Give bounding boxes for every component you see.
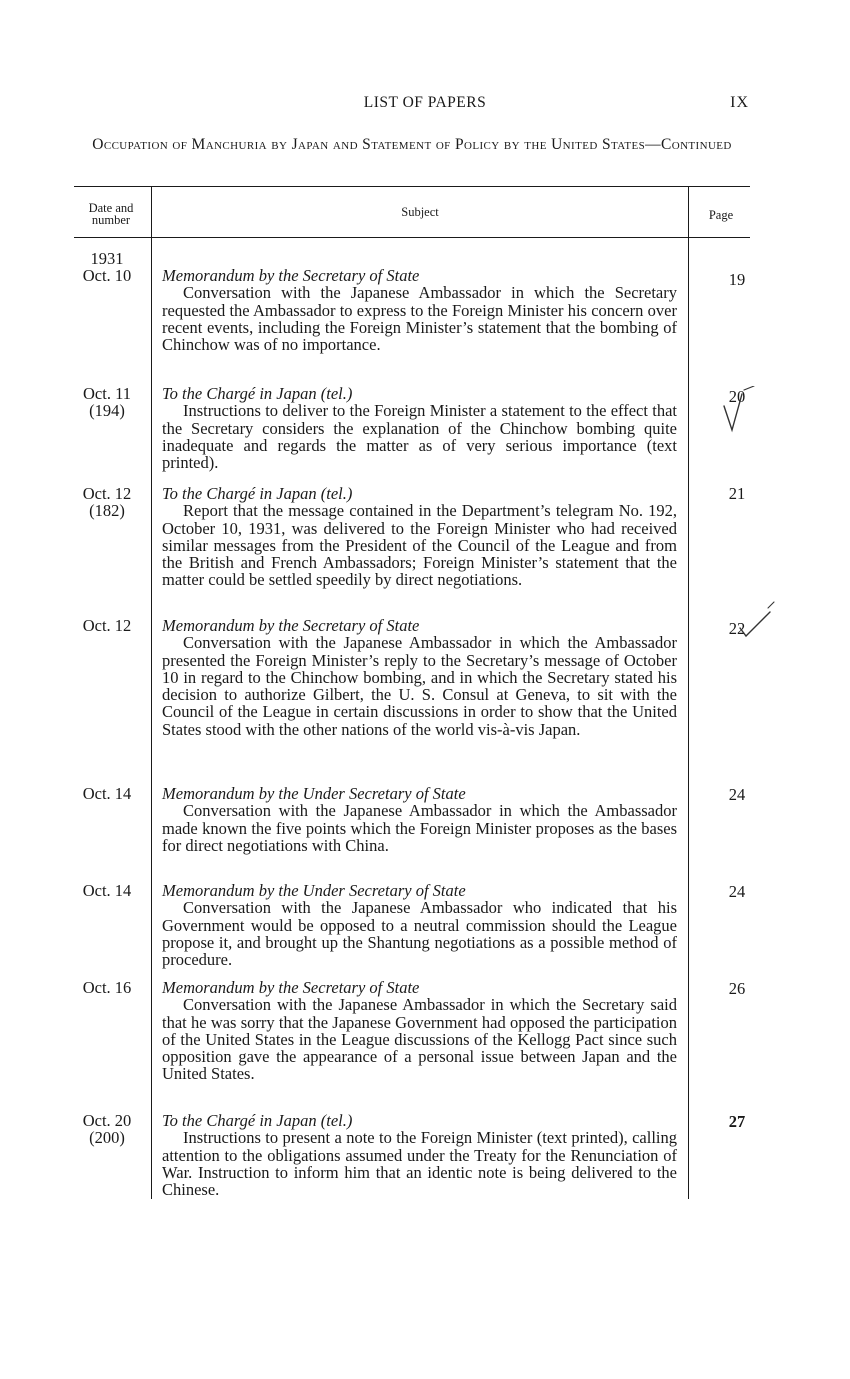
entry-description: Conversation with the Japanese Ambassador in which the Secretary said that he was sorry that the Japanese Government had opposed the participation of the United States in the League discussions of the Kellogg Pact since such opposition gave the appearance of a personal issue between Japan and the United States. xyxy=(162,995,677,1084)
page-column-header: Page xyxy=(708,208,734,222)
header-bottom-rule xyxy=(74,237,750,238)
entry-page: 21 xyxy=(728,484,746,503)
entry-date: Oct. 12 xyxy=(82,616,132,635)
entry-date: Oct. 11 xyxy=(83,384,131,403)
entry-page: 24 xyxy=(728,882,746,901)
date-column-header: Date and number xyxy=(88,201,134,227)
entry-description: Report that the message contained in the Department’s telegram No. 192, October 10, 1931, was delivered to the Foreign Minister who had received similar messages from the President of the Council of the League and from the British and French Ambassadors; Foreign Minister’s statement that the matter could be settled speedily by direct negotiations. xyxy=(162,501,677,590)
entry-date: Oct. 16 xyxy=(82,978,132,997)
entry-date: Oct. 14 xyxy=(82,784,132,803)
entry-page: 24 xyxy=(728,785,746,804)
section-title: Occupation of Manchuria by Japan and Statement of Policy by the United States—Continued xyxy=(92,136,732,153)
entry-date: Oct. 20 xyxy=(82,1111,132,1130)
entry-heading: Memorandum by the Secretary of State xyxy=(162,616,420,635)
entry-number: (194) xyxy=(89,401,125,420)
running-title: LIST OF PAPERS xyxy=(363,94,487,111)
entry-date: Oct. 10 xyxy=(82,266,132,285)
entry-page: 27 xyxy=(728,1112,746,1131)
entry-number: (182) xyxy=(89,501,125,520)
entry-page: 22 xyxy=(728,619,746,638)
entry-heading: To the Chargé in Japan (tel.) xyxy=(162,484,353,503)
entry-page: 20 xyxy=(728,387,746,406)
page-folio: IX xyxy=(730,94,749,111)
entry-description: Conversation with the Japanese Ambassador in which the Ambassador made known the five points which the Foreign Minister proposes as the bases for direct negotiations with China. xyxy=(162,801,677,855)
entry-description: Conversation with the Japanese Ambassador in which the Secretary requested the Ambassador to express to the Foreign Minister his concern over recent events, including the Foreign Minister’s statement that the bombing of Chinchow was of no importance. xyxy=(162,283,677,355)
entry-heading: Memorandum by the Under Secretary of State xyxy=(162,784,466,803)
entry-description: Instructions to present a note to the Foreign Minister (text printed), calling attention to the obligations assumed under the Treaty for the Renunciation of War. Instruction to inform him that an identic note is being delivered to the Chinese. xyxy=(162,1128,677,1200)
entry-date: Oct. 12 xyxy=(82,484,132,503)
entry-heading: To the Chargé in Japan (tel.) xyxy=(162,1111,353,1130)
entry-page: 19 xyxy=(728,270,746,289)
entry-date: Oct. 14 xyxy=(82,881,132,900)
page-column-divider xyxy=(688,186,689,1199)
table-top-rule xyxy=(74,186,750,187)
entry-heading: To the Chargé in Japan (tel.) xyxy=(162,384,353,403)
entry-heading: Memorandum by the Under Secretary of State xyxy=(162,881,466,900)
handwritten-check-mark-icon xyxy=(730,600,778,642)
date-column-divider xyxy=(151,186,152,1199)
entry-description: Conversation with the Japanese Ambassador in which the Ambassador presented the Foreign Minister’s reply to the Secretary’s message of October 10 in regard to the Chinchow bombing, and in which the Secretary stated his decision to authorize Gilbert, the U. S. Consul at Geneva, to sit with the Council of the League in certain discussions in order to show that the United States stood with the other nations of the world vis-à-vis Japan. xyxy=(162,633,677,739)
year-label: 1931 xyxy=(90,249,124,268)
entry-heading: Memorandum by the Secretary of State xyxy=(162,266,420,285)
running-head xyxy=(0,94,850,116)
entry-heading: Memorandum by the Secretary of State xyxy=(162,978,420,997)
entry-number: (200) xyxy=(89,1128,125,1147)
subject-column-header: Subject xyxy=(401,205,439,219)
entry-page: 26 xyxy=(728,979,746,998)
entry-description: Instructions to deliver to the Foreign Minister a statement to the effect that the Secretary considers the explanation of the Chinchow bombing quite inadequate and regards the matter as of very serious importance (text printed). xyxy=(162,401,677,473)
handwritten-check-mark-icon xyxy=(718,386,762,434)
entry-description: Conversation with the Japanese Ambassador who indicated that his Government would be opposed to a neutral commission should the League propose it, and brought up the Shantung negotiations as a possible method of procedure. xyxy=(162,898,677,970)
